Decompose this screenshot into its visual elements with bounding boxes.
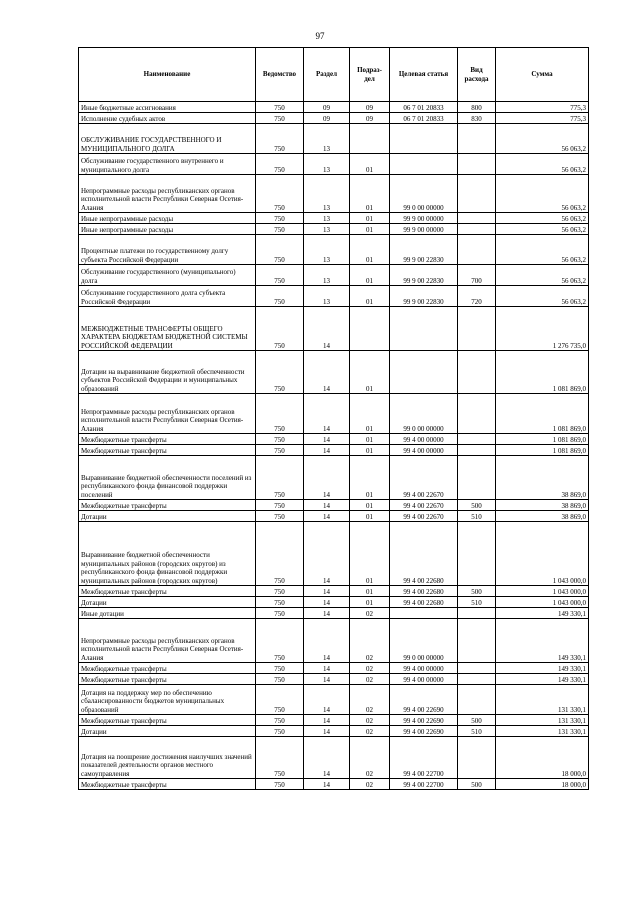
cell-razdel: 09	[304, 102, 350, 113]
cell-ved: 750	[256, 154, 304, 175]
cell-name: ОБСЛУЖИВАНИЕ ГОСУДАРСТВЕННОГО И МУНИЦИПАЛЬНОГО ДОЛГА	[79, 124, 256, 154]
cell-ved: 750	[256, 522, 304, 586]
header-podrazdel: Подраз-дел	[350, 48, 390, 102]
cell-ved: 750	[256, 608, 304, 619]
cell-celevaya: 99 9 00 22830	[390, 235, 458, 265]
cell-vid	[458, 224, 496, 235]
cell-podrazdel: 01	[350, 175, 390, 213]
cell-celevaya: 99 0 00 00000	[390, 175, 458, 213]
cell-razdel: 14	[304, 685, 350, 715]
cell-ved: 750	[256, 394, 304, 434]
cell-ved: 750	[256, 265, 304, 286]
cell-vid	[458, 737, 496, 779]
cell-name: Дотации	[79, 597, 256, 608]
cell-vid: 800	[458, 102, 496, 113]
cell-name: Иные бюджетные ассигнования	[79, 102, 256, 113]
cell-name: Межбюджетные трансферты	[79, 445, 256, 456]
cell-summa: 38 869,0	[496, 511, 589, 522]
cell-podrazdel: 02	[350, 619, 390, 663]
cell-podrazdel: 09	[350, 102, 390, 113]
cell-name: Обслуживание государственного долга субъекта Российской Федерации	[79, 286, 256, 307]
cell-name: Обслуживание государственного (муниципального) долга	[79, 265, 256, 286]
cell-razdel: 14	[304, 522, 350, 586]
cell-summa: 56 063,2	[496, 265, 589, 286]
cell-vid: 500	[458, 715, 496, 726]
cell-podrazdel: 01	[350, 224, 390, 235]
cell-celevaya	[390, 351, 458, 394]
cell-vid	[458, 394, 496, 434]
cell-podrazdel: 02	[350, 674, 390, 685]
cell-summa: 131 330,1	[496, 726, 589, 737]
cell-ved: 750	[256, 597, 304, 608]
table-row	[79, 500, 589, 511]
table-row	[79, 663, 589, 674]
cell-vid: 510	[458, 597, 496, 608]
cell-vid	[458, 685, 496, 715]
cell-name: Дотация на поддержку мер по обеспечению сбалансированности бюджетов муниципальных образований	[79, 685, 256, 715]
cell-razdel: 14	[304, 619, 350, 663]
cell-summa: 56 063,2	[496, 175, 589, 213]
cell-razdel: 14	[304, 674, 350, 685]
header-vid: Вид расхода	[458, 48, 496, 102]
cell-podrazdel: 01	[350, 351, 390, 394]
cell-summa: 775,3	[496, 113, 589, 124]
cell-razdel: 13	[304, 224, 350, 235]
cell-summa: 18 000,0	[496, 779, 589, 790]
cell-celevaya: 99 4 00 00000	[390, 434, 458, 445]
table-row	[79, 124, 589, 154]
table-row	[79, 511, 589, 522]
cell-name: Межбюджетные трансферты	[79, 663, 256, 674]
cell-celevaya: 06 7 01 20833	[390, 102, 458, 113]
cell-ved: 750	[256, 456, 304, 500]
cell-name: Непрограммные расходы республиканских органов исполнительной власти Республики Северная Осетия-Алания	[79, 619, 256, 663]
cell-razdel: 14	[304, 715, 350, 726]
cell-podrazdel: 01	[350, 154, 390, 175]
cell-podrazdel: 01	[350, 445, 390, 456]
cell-celevaya: 99 4 00 22680	[390, 522, 458, 586]
table-row	[79, 224, 589, 235]
cell-summa: 38 869,0	[496, 456, 589, 500]
cell-summa: 149 330,1	[496, 608, 589, 619]
table-row	[79, 235, 589, 265]
cell-name: Непрограммные расходы республиканских органов исполнительной власти Республики Северная Осетия-Алания	[79, 175, 256, 213]
table-row	[79, 674, 589, 685]
cell-podrazdel: 02	[350, 715, 390, 726]
cell-ved: 750	[256, 685, 304, 715]
cell-celevaya: 99 4 00 22670	[390, 511, 458, 522]
cell-ved: 750	[256, 434, 304, 445]
cell-ved: 750	[256, 213, 304, 224]
cell-podrazdel: 01	[350, 434, 390, 445]
cell-podrazdel: 02	[350, 608, 390, 619]
cell-podrazdel: 01	[350, 597, 390, 608]
cell-vid: 830	[458, 113, 496, 124]
cell-ved: 750	[256, 175, 304, 213]
table-row	[79, 597, 589, 608]
cell-celevaya: 99 0 00 00000	[390, 394, 458, 434]
cell-podrazdel: 01	[350, 394, 390, 434]
budget-table	[78, 47, 589, 790]
table-row	[79, 394, 589, 434]
cell-podrazdel: 02	[350, 726, 390, 737]
cell-vid	[458, 674, 496, 685]
cell-ved: 750	[256, 286, 304, 307]
cell-name: Иные непрограммные расходы	[79, 224, 256, 235]
cell-razdel: 14	[304, 456, 350, 500]
cell-razdel: 09	[304, 113, 350, 124]
cell-podrazdel: 02	[350, 779, 390, 790]
table-row	[79, 522, 589, 586]
cell-summa: 1 081 869,0	[496, 394, 589, 434]
cell-podrazdel: 01	[350, 265, 390, 286]
cell-razdel: 14	[304, 737, 350, 779]
cell-razdel: 14	[304, 351, 350, 394]
cell-ved: 750	[256, 235, 304, 265]
cell-vid	[458, 213, 496, 224]
cell-podrazdel: 01	[350, 511, 390, 522]
cell-ved: 750	[256, 715, 304, 726]
table-row	[79, 619, 589, 663]
cell-razdel: 13	[304, 175, 350, 213]
table-row	[79, 456, 589, 500]
cell-ved: 750	[256, 619, 304, 663]
cell-celevaya: 99 9 00 00000	[390, 213, 458, 224]
cell-razdel: 14	[304, 500, 350, 511]
cell-razdel: 14	[304, 445, 350, 456]
cell-ved: 750	[256, 307, 304, 351]
cell-celevaya: 99 4 00 00000	[390, 674, 458, 685]
cell-name: Межбюджетные трансферты	[79, 500, 256, 511]
cell-summa: 1 043 000,0	[496, 597, 589, 608]
cell-podrazdel: 01	[350, 213, 390, 224]
cell-razdel: 13	[304, 124, 350, 154]
cell-podrazdel: 09	[350, 113, 390, 124]
cell-summa: 149 330,1	[496, 663, 589, 674]
cell-razdel: 13	[304, 213, 350, 224]
cell-razdel: 14	[304, 597, 350, 608]
cell-vid	[458, 663, 496, 674]
table-row	[79, 434, 589, 445]
cell-vid: 700	[458, 265, 496, 286]
cell-name: Выравнивание бюджетной обеспеченности муниципальных районов (городских округов) из республиканского фонда финансовой поддержки муниципальных районов (городских округов)	[79, 522, 256, 586]
cell-summa: 56 063,2	[496, 213, 589, 224]
cell-celevaya: 99 4 00 22690	[390, 715, 458, 726]
table-row	[79, 113, 589, 124]
cell-ved: 750	[256, 586, 304, 597]
cell-name: Процентные платежи по государственному долгу субъекта Российской Федерации	[79, 235, 256, 265]
cell-celevaya	[390, 307, 458, 351]
cell-summa: 1 081 869,0	[496, 434, 589, 445]
cell-ved: 750	[256, 779, 304, 790]
cell-summa: 775,3	[496, 102, 589, 113]
cell-podrazdel: 01	[350, 286, 390, 307]
cell-vid: 500	[458, 586, 496, 597]
cell-podrazdel	[350, 307, 390, 351]
cell-celevaya: 99 0 00 00000	[390, 619, 458, 663]
cell-celevaya: 99 4 00 00000	[390, 445, 458, 456]
table-row	[79, 307, 589, 351]
cell-name: Межбюджетные трансферты	[79, 779, 256, 790]
cell-podrazdel: 01	[350, 522, 390, 586]
cell-podrazdel: 02	[350, 737, 390, 779]
table-row	[79, 351, 589, 394]
cell-vid	[458, 522, 496, 586]
cell-razdel: 14	[304, 511, 350, 522]
cell-vid: 500	[458, 779, 496, 790]
cell-summa: 18 000,0	[496, 737, 589, 779]
cell-name: Межбюджетные трансферты	[79, 674, 256, 685]
cell-celevaya: 99 4 00 22680	[390, 597, 458, 608]
cell-ved: 750	[256, 102, 304, 113]
cell-podrazdel: 01	[350, 235, 390, 265]
cell-name: Исполнение судебных актов	[79, 113, 256, 124]
cell-razdel: 13	[304, 154, 350, 175]
table-row	[79, 608, 589, 619]
cell-celevaya: 06 7 01 20833	[390, 113, 458, 124]
cell-vid	[458, 619, 496, 663]
cell-name: МЕЖБЮДЖЕТНЫЕ ТРАНСФЕРТЫ ОБЩЕГО ХАРАКТЕРА БЮДЖЕТАМ БЮДЖЕТНОЙ СИСТЕМЫ РОССИЙСКОЙ ФЕДЕРАЦИИ	[79, 307, 256, 351]
cell-vid: 510	[458, 511, 496, 522]
cell-celevaya: 99 4 00 00000	[390, 663, 458, 674]
cell-vid: 510	[458, 726, 496, 737]
cell-celevaya: 99 4 00 22700	[390, 779, 458, 790]
cell-celevaya: 99 4 00 22690	[390, 726, 458, 737]
cell-razdel: 14	[304, 307, 350, 351]
cell-name: Дотации	[79, 511, 256, 522]
table-row	[79, 445, 589, 456]
cell-ved: 750	[256, 445, 304, 456]
cell-name: Дотации	[79, 726, 256, 737]
cell-name: Межбюджетные трансферты	[79, 715, 256, 726]
cell-razdel: 14	[304, 663, 350, 674]
cell-summa: 56 063,2	[496, 286, 589, 307]
cell-vid	[458, 235, 496, 265]
cell-celevaya: 99 4 00 22700	[390, 737, 458, 779]
cell-name: Межбюджетные трансферты	[79, 434, 256, 445]
cell-summa: 1 081 869,0	[496, 351, 589, 394]
cell-name: Непрограммные расходы республиканских органов исполнительной власти Республики Северная Осетия-Алания	[79, 394, 256, 434]
cell-celevaya: 99 4 00 22690	[390, 685, 458, 715]
cell-summa: 1 043 000,0	[496, 586, 589, 597]
cell-ved: 750	[256, 224, 304, 235]
table-row	[79, 175, 589, 213]
cell-name: Дотация на поощрение достижения наилучших значений показателей деятельности органов местного самоуправления	[79, 737, 256, 779]
cell-razdel: 14	[304, 726, 350, 737]
cell-vid	[458, 175, 496, 213]
page-number: 97	[315, 31, 325, 41]
cell-celevaya: 99 9 00 22830	[390, 265, 458, 286]
table-body	[79, 102, 589, 790]
cell-celevaya: 99 4 00 22670	[390, 500, 458, 511]
cell-celevaya	[390, 608, 458, 619]
cell-ved: 750	[256, 124, 304, 154]
table-row	[79, 737, 589, 779]
cell-name: Иные непрограммные расходы	[79, 213, 256, 224]
header-name: Наименование	[79, 48, 256, 102]
cell-vid	[458, 445, 496, 456]
table-row	[79, 102, 589, 113]
table-row	[79, 685, 589, 715]
table-header-row	[79, 48, 589, 102]
cell-summa: 56 063,2	[496, 224, 589, 235]
cell-summa: 149 330,1	[496, 674, 589, 685]
cell-summa: 149 330,1	[496, 619, 589, 663]
cell-vid	[458, 307, 496, 351]
cell-vid	[458, 124, 496, 154]
cell-celevaya	[390, 154, 458, 175]
cell-summa: 131 330,1	[496, 685, 589, 715]
cell-celevaya: 99 9 00 00000	[390, 224, 458, 235]
cell-ved: 750	[256, 737, 304, 779]
cell-celevaya: 99 4 00 22670	[390, 456, 458, 500]
cell-ved: 750	[256, 113, 304, 124]
cell-summa: 38 869,0	[496, 500, 589, 511]
cell-podrazdel	[350, 124, 390, 154]
table-row	[79, 715, 589, 726]
cell-podrazdel: 01	[350, 586, 390, 597]
cell-ved: 750	[256, 674, 304, 685]
cell-vid: 720	[458, 286, 496, 307]
cell-razdel: 14	[304, 586, 350, 597]
cell-podrazdel: 02	[350, 685, 390, 715]
cell-podrazdel: 01	[350, 456, 390, 500]
cell-name: Дотации на выравнивание бюджетной обеспеченности субъектов Российской Федерации и муниципальных образований	[79, 351, 256, 394]
cell-vid	[458, 434, 496, 445]
cell-ved: 750	[256, 663, 304, 674]
cell-ved: 750	[256, 500, 304, 511]
table-row	[79, 586, 589, 597]
cell-summa: 1 276 735,0	[496, 307, 589, 351]
table-row	[79, 154, 589, 175]
table-row	[79, 726, 589, 737]
cell-razdel: 13	[304, 235, 350, 265]
cell-podrazdel: 01	[350, 500, 390, 511]
header-celevaya: Целевая статья	[390, 48, 458, 102]
cell-celevaya	[390, 124, 458, 154]
cell-ved: 750	[256, 351, 304, 394]
cell-celevaya: 99 9 00 22830	[390, 286, 458, 307]
cell-ved: 750	[256, 511, 304, 522]
cell-summa: 56 063,2	[496, 235, 589, 265]
table-row	[79, 779, 589, 790]
cell-razdel: 14	[304, 394, 350, 434]
table-row	[79, 286, 589, 307]
cell-vid	[458, 351, 496, 394]
cell-celevaya: 99 4 00 22680	[390, 586, 458, 597]
cell-vid	[458, 154, 496, 175]
cell-summa: 131 330,1	[496, 715, 589, 726]
header-ved: Ведомство	[256, 48, 304, 102]
header-summa: Сумма	[496, 48, 589, 102]
cell-name: Межбюджетные трансферты	[79, 586, 256, 597]
cell-vid	[458, 608, 496, 619]
cell-name: Иные дотации	[79, 608, 256, 619]
cell-podrazdel: 02	[350, 663, 390, 674]
header-razdel: Раздел	[304, 48, 350, 102]
cell-summa: 1 043 000,0	[496, 522, 589, 586]
cell-razdel: 13	[304, 265, 350, 286]
table-row	[79, 213, 589, 224]
cell-summa: 56 063,2	[496, 154, 589, 175]
cell-summa: 56 063,2	[496, 124, 589, 154]
cell-summa: 1 081 869,0	[496, 445, 589, 456]
cell-vid	[458, 456, 496, 500]
cell-razdel: 14	[304, 434, 350, 445]
cell-name: Обслуживание государственного внутреннего и муниципального долга	[79, 154, 256, 175]
cell-name: Выравнивание бюджетной обеспеченности поселений из республиканского фонда финансовой поддержки поселений	[79, 456, 256, 500]
cell-ved: 750	[256, 726, 304, 737]
cell-razdel: 14	[304, 608, 350, 619]
table-row	[79, 265, 589, 286]
cell-razdel: 13	[304, 286, 350, 307]
cell-vid: 500	[458, 500, 496, 511]
cell-razdel: 14	[304, 779, 350, 790]
